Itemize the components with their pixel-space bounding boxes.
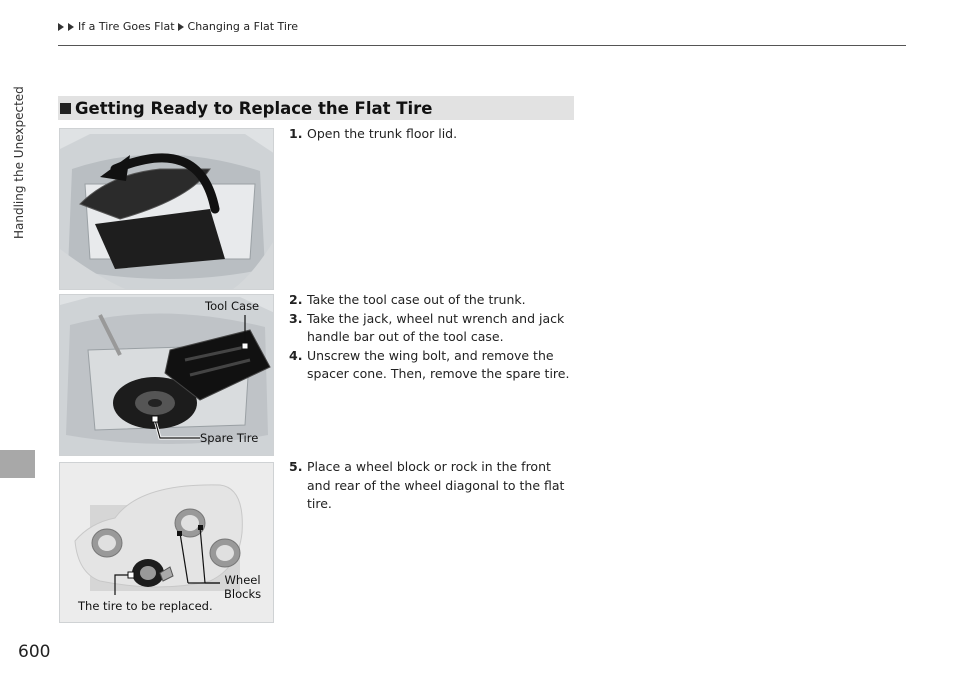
square-bullet-icon xyxy=(60,103,71,114)
step-item xyxy=(289,125,577,144)
step-text: Place a wheel block or rock in the front and rear of the wheel diagonal to the flat tire. xyxy=(307,459,565,511)
section-title: Getting Ready to Replace the Flat Tire xyxy=(75,98,433,118)
step-number: 2. xyxy=(289,292,303,307)
step-group xyxy=(289,125,577,144)
step-item xyxy=(289,458,577,514)
breadcrumb-item[interactable]: If a Tire Goes Flat xyxy=(78,20,175,33)
breadcrumb-item[interactable]: Changing a Flat Tire xyxy=(187,20,299,33)
tool-case-figure xyxy=(59,294,274,456)
step-item xyxy=(289,347,577,384)
step-item xyxy=(289,291,577,310)
wheel xyxy=(92,529,122,557)
step-item xyxy=(289,310,577,347)
trunk-lid-figure xyxy=(59,128,274,290)
step-number: 1. xyxy=(289,126,303,141)
breadcrumb xyxy=(58,20,298,33)
trunk-lid-illustration xyxy=(60,129,274,290)
wheel xyxy=(210,539,240,567)
arrow-icon xyxy=(58,23,64,31)
flat-tire xyxy=(132,559,164,587)
step-text: Open the trunk floor lid. xyxy=(307,126,458,141)
step-group xyxy=(289,291,577,384)
header-divider xyxy=(58,45,906,46)
section-heading xyxy=(58,96,574,120)
chapter-side-label: Handling the Unexpected xyxy=(12,86,26,239)
wheel-blocks-figure xyxy=(59,462,274,623)
step-number: 3. xyxy=(289,310,303,326)
step-number: 4. xyxy=(289,347,303,363)
step-text: Take the tool case out of the trunk. xyxy=(307,292,526,307)
tire-replaced-callout: The tire to be replaced. xyxy=(78,599,213,613)
step-number: 5. xyxy=(289,459,303,474)
page-number: 600 xyxy=(18,642,51,662)
spare-tire-callout: Spare Tire xyxy=(200,431,259,445)
step-text: Unscrew the wing bolt, and remove the spacer cone. Then, remove the spare tire. xyxy=(307,347,570,381)
arrow-icon xyxy=(68,23,74,31)
chapter-tab[interactable] xyxy=(0,450,35,478)
tool-case-callout: Tool Case xyxy=(205,299,260,313)
step-group xyxy=(289,458,577,514)
arrow-icon xyxy=(178,23,184,31)
step-text: Take the jack, wheel nut wrench and jack handle bar out of the tool case. xyxy=(307,310,565,344)
wheel-blocks-callout: Wheel Blocks xyxy=(224,573,262,601)
